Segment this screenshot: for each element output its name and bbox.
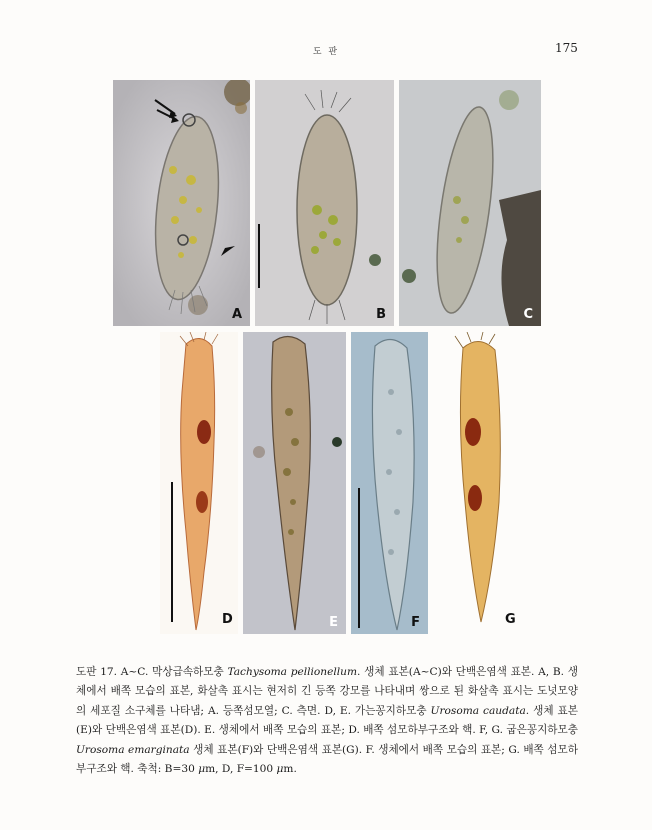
panel-e <box>243 332 346 634</box>
caption-species: Urosoma caudata <box>430 704 526 717</box>
panel-a <box>113 80 250 326</box>
caption-text: 생체 표본(F)와 단백은염색 표본(G). F. 생체에서 배쪽 모습의 표본; G. 배쪽 섬모하부구조와 핵. 축척: B=30 <box>76 743 578 776</box>
panel-c <box>399 80 541 326</box>
caption-species: Urosoma emarginata <box>76 743 190 756</box>
panel-e-micrograph <box>243 332 346 634</box>
panel-a-micrograph <box>113 80 250 326</box>
running-title: 도 판 <box>312 47 340 57</box>
caption-text: m. <box>283 763 297 776</box>
caption-text: m, D, F=100 <box>205 763 277 776</box>
panel-label-e: E <box>329 615 338 630</box>
panel-b-micrograph <box>255 80 394 326</box>
panel-f-micrograph <box>351 332 428 634</box>
panel-label-d: D <box>222 612 233 627</box>
panel-b <box>255 80 394 326</box>
caption-species: Tachysoma pellionellum <box>227 665 358 678</box>
panel-f <box>351 332 428 634</box>
panel-label-a: A <box>231 307 242 322</box>
caption-unit: μ <box>198 763 206 776</box>
panel-label-g: G <box>505 612 516 627</box>
panel-d-micrograph <box>160 332 238 634</box>
caption-unit: μ <box>276 763 284 776</box>
caption-text: . 생체 표본(A~C)와 단백은염색 표본. A, B. 생체에서 배쪽 모습의 표본, 화살촉 표시는 현저히 긴 등쪽 강모를 나타내며 쌍으로 된 화살촉 표시는 도넛모양의 세포질 소구체를 나타냄; A. 등쪽섬모열; C. 측면. D, E. 가는꽁지하모충 <box>76 665 578 717</box>
caption-text: 도판 17. A~C. 막상급속하모충 <box>76 665 228 678</box>
caption-text: . 생체 표본(E)와 단백은염색 표본(D). E. 생체에서 배쪽 모습의 표본; D. 배쪽 섬모하부구조와 핵. F, G. 굽은꽁지하모충 <box>76 704 578 737</box>
figure-caption <box>76 663 578 780</box>
panel-label-f: F <box>411 615 420 630</box>
panel-label-c: C <box>523 307 533 322</box>
panel-label-b: B <box>376 307 386 322</box>
panel-c-micrograph <box>399 80 541 326</box>
panel-d <box>160 332 238 634</box>
panel-g-micrograph <box>433 332 537 634</box>
panel-g <box>433 332 537 634</box>
page-number: 175 <box>555 41 578 55</box>
